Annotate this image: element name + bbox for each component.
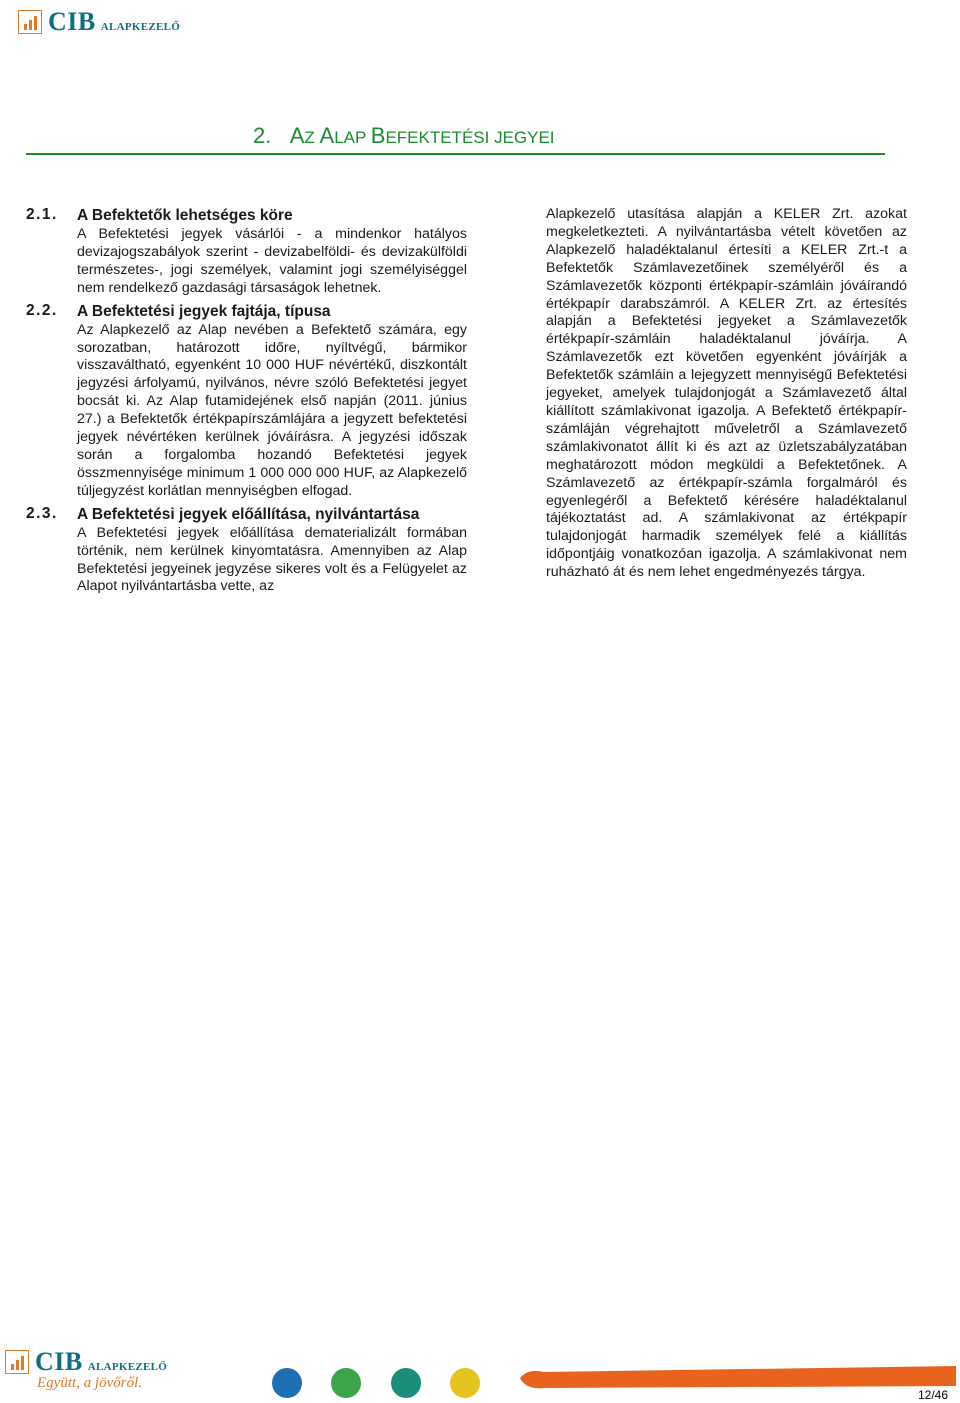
chapter-title-z: Z — [304, 128, 320, 147]
right-column-body: Alapkezelő utasítása alapján a KELER Zrt. azokat megkeletkezteti. A nyilvántartásba vételt követően az Alapkezelő haladéktalanul értesíti a KELER Zrt.-t a Befektetők Számlavezetőinek személyéről és a Számlavezetők központi értékpapír-számláin jóváírandó értékpapír darabszámról. A KELER Zrt. az értesítés alapján a Befektetési jegyeket a Számlavezetők értékpapír-számláin haladéktalanul jóváírja. A Számlavezetők ezt követően egyenként jóváírják a Befektetők számláin a lejegyzett mennyiségű Befektetési jegyeket, amelyek tulajdonjogát a Számlavezető által kiállított számlakivonat igazolja. A Befektető értékpapír-számláján végrehajtott műveletről a Számlavezető számlakivonatot állít ki és azt az üzletszabályzatában meghatározott módon megküldi a Befektetőnek. A Számlavezető az értékpapír-számla forgalmáról és egyenlegéről a Befektető kérésére haladéktalanul tájékoztatást ad. A számlakivonat az értékpapír tulajdonjogát harmadik személyek felé a kiállítás időpontjáig vonatkozóan igazolja. A számlakivonat nem ruházható át és nem lehet engedményezés tárgya. — [546, 206, 907, 581]
chapter-title-a2: A — [319, 123, 335, 148]
section-body: A Befektetési jegyek előállítása dematerializált formában történik, nem kerülnek kinyomtatásra. Amennyiben az Alap Befektetési jegyeinek jegyzése sikeres volt és a Felügyelet az Alapot nyilvántartásba vette, az — [77, 524, 467, 595]
logo-subtitle: ALAPKEZELŐ — [100, 20, 181, 33]
chapter-title-lap: LAP — [334, 128, 371, 147]
chapter-number: 2. — [253, 123, 272, 148]
header-logo — [18, 9, 180, 35]
logo-mark-icon — [18, 10, 42, 34]
chapter-heading — [253, 123, 555, 149]
section-title: A Befektetési jegyek előállítása, nyilvántartása — [77, 505, 420, 523]
logo-mark-icon — [5, 1350, 29, 1374]
chapter-title-a1: A — [289, 123, 305, 148]
section-body: A Befektetési jegyek vásárlói - a mindenkor hatályos devizajogszabályok szerint - devizabelföldi- és devizakülföldi természetes-, jogi személyek, valamint jogi személyiséggel nem rendelkező gazdasági társaságok lehetnek. — [77, 226, 467, 296]
page-number: 12/46 — [917, 1388, 948, 1402]
section-title: A Befektetők lehetséges köre — [77, 207, 293, 224]
green-dot-icon — [331, 1368, 361, 1398]
teal-dot-icon — [391, 1368, 421, 1398]
section-body: Az Alapkezelő az Alap nevében a Befektető számára, egy sorozatban, határozott időre, nyíltvégű, bármikor visszaváltható, egyenként 10 000 HUF névértékű, diszkontált jegyzési árfolyamú, nyilvános, névre szóló Befektetési jegyet bocsát ki. Az Alap futamidejének első napján (2011. június 27.) a Befektetők értékpapírszámlájára a jegyzett befektetési jegyek névértéken kerülnek jóváírásra. A jegyzési időszak során a forgalomba hozandó Befektetési jegyek összmennyisége minimum 1 000 000 000 HUF, az Alapkezelő túljegyzést korlátlan mennyiségben elfogad. — [77, 321, 467, 499]
chapter-title-b: B — [370, 123, 386, 148]
chapter-rule — [26, 153, 885, 155]
section-number: 2.3. — [26, 504, 58, 522]
chapter-title-rest: EFEKTETÉSI JEGYEI — [385, 128, 555, 147]
section-2-2 — [26, 302, 467, 501]
section-title: A Befektetési jegyek fajtája, típusa — [77, 302, 331, 320]
section-2-3 — [26, 505, 467, 597]
section-number: 2.1. — [26, 206, 58, 223]
blue-dot-icon — [272, 1368, 302, 1398]
logo-subtitle: ALAPKEZELŐ — [87, 1360, 168, 1373]
logo-text: CIB — [48, 7, 96, 36]
section-2-1 — [26, 206, 467, 298]
yellow-dot-icon — [450, 1368, 480, 1398]
left-column — [26, 206, 467, 596]
section-number: 2.2. — [26, 301, 58, 319]
right-column — [546, 206, 907, 582]
logo-text: CIB — [35, 1347, 83, 1376]
orange-wave-icon — [520, 1364, 956, 1392]
footer-logo — [5, 1349, 167, 1392]
footer-slogan: Együtt, a jövőről. — [37, 1375, 142, 1391]
